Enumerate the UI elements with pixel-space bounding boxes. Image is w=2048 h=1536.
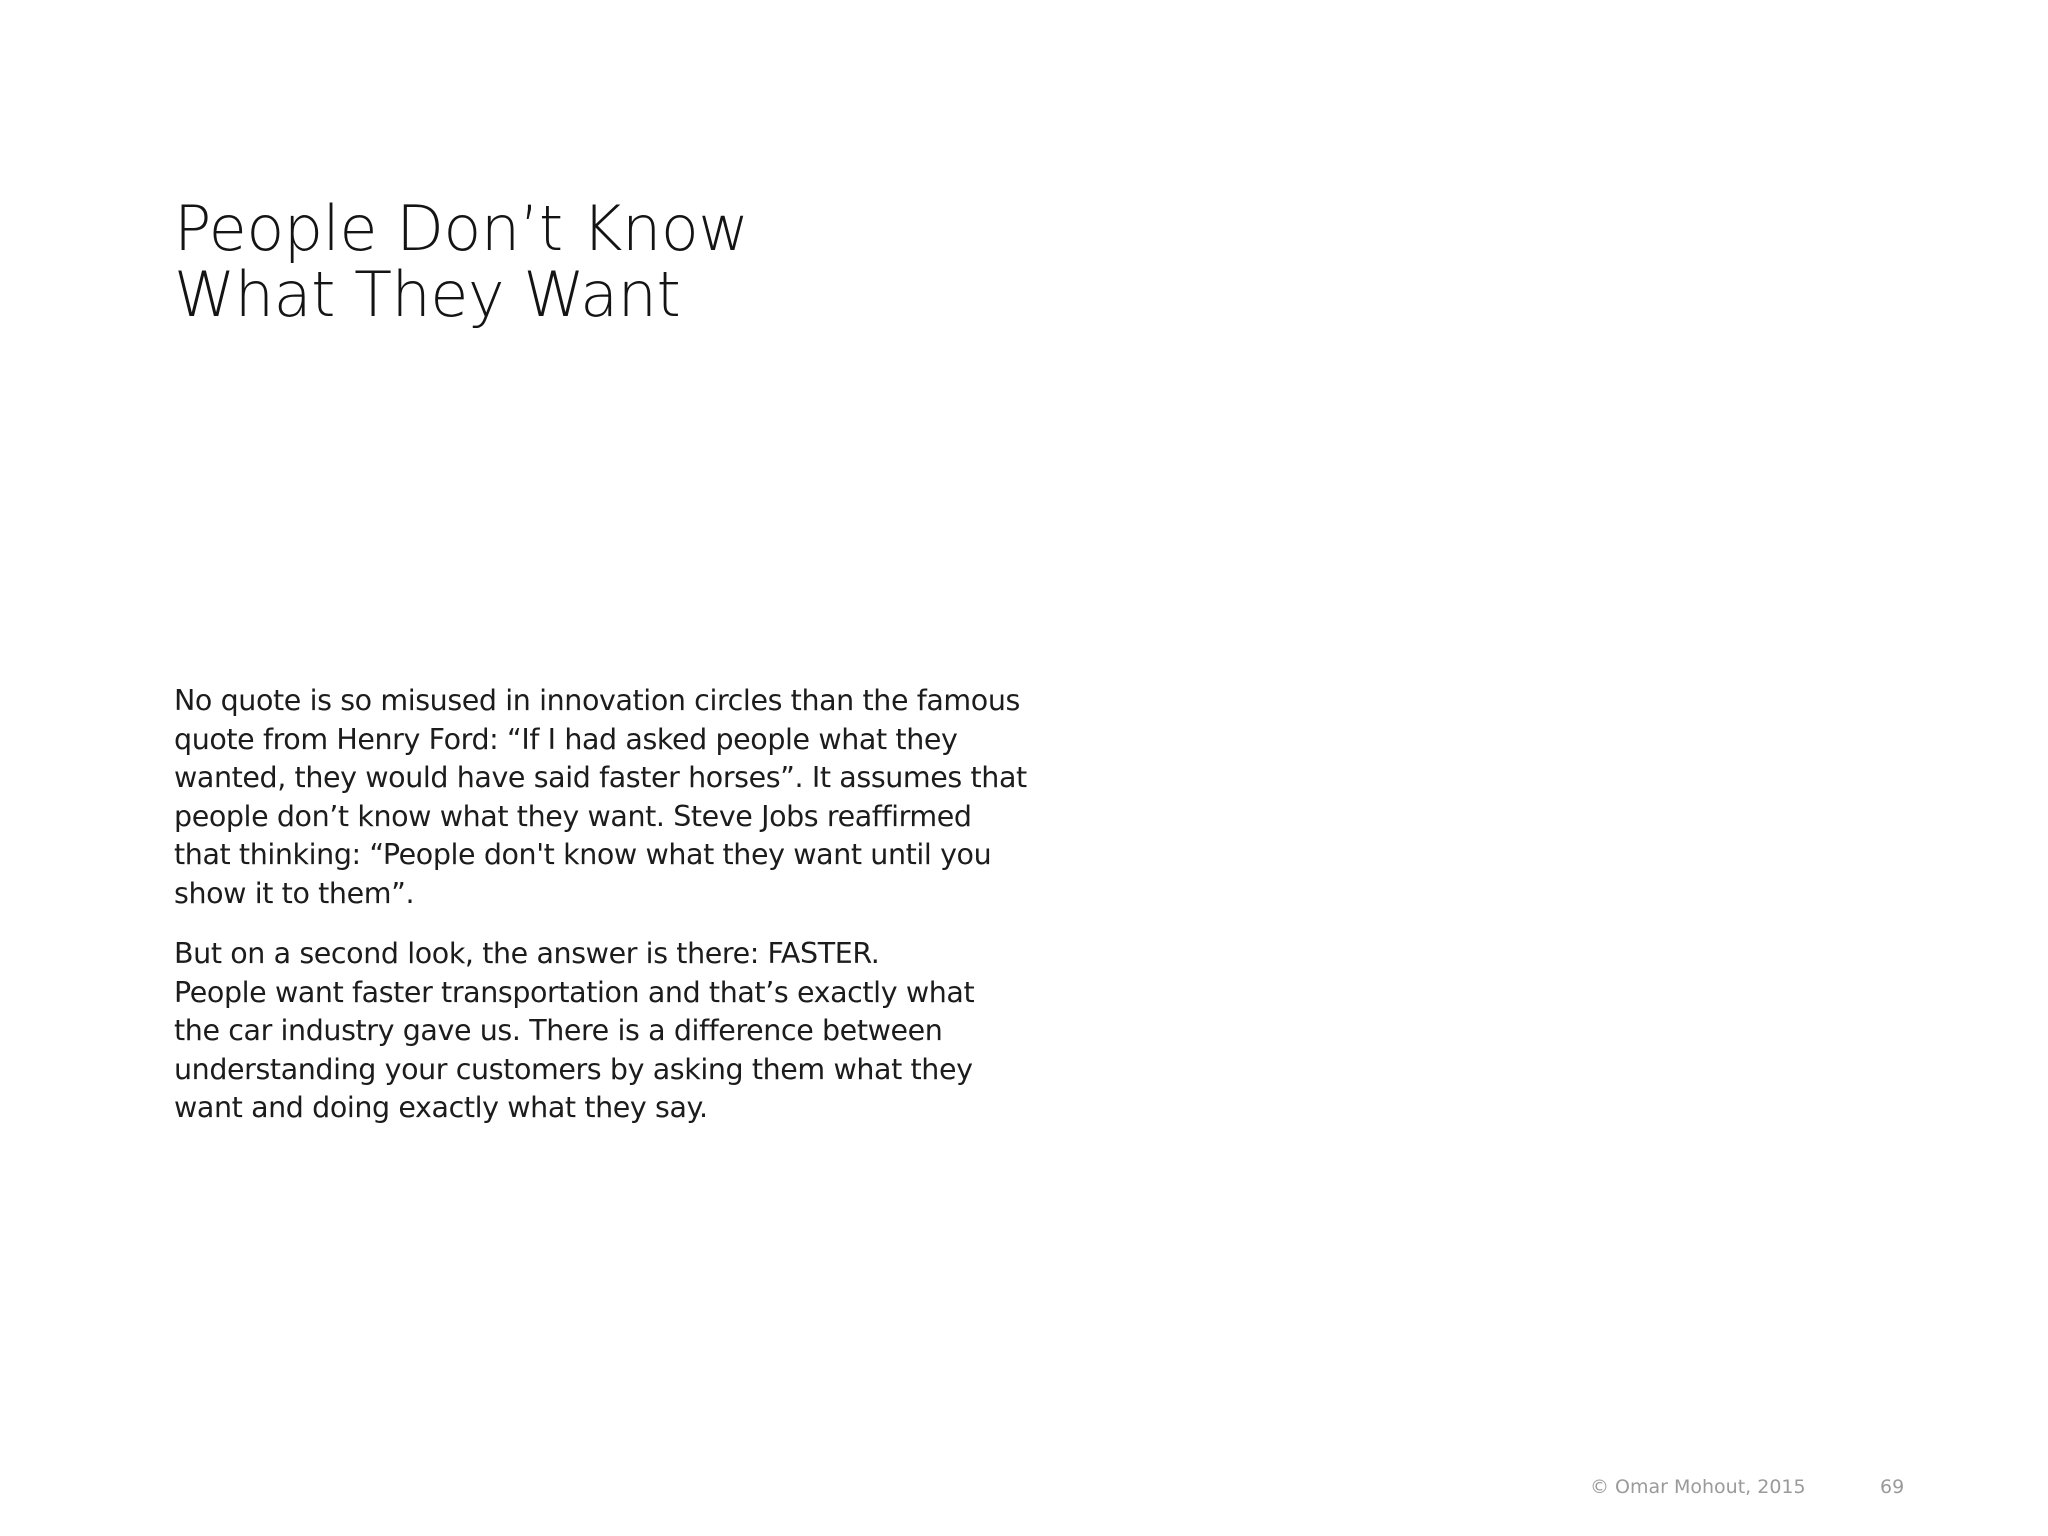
footer-copyright: © Omar Mohout, 2015 — [1590, 1476, 1806, 1498]
paragraph-2 — [174, 935, 1014, 1128]
paragraph-line: want and doing exactly what they say. — [174, 1091, 708, 1124]
paragraph-line: people don’t know what they want. Steve Jobs reaffirmed — [174, 799, 972, 833]
page-number: 69 — [1880, 1476, 1905, 1498]
paragraph-line: No quote is so misused in innovation circles than the famous — [174, 684, 1020, 717]
page-title — [174, 192, 1074, 331]
paragraph-line: the car industry gave us. There is a difference between — [174, 1014, 943, 1047]
paragraph-line: But on a second look, the answer is there: FASTER. — [174, 937, 880, 970]
paragraph-line: wanted, they would have said faster horses”. It assumes that — [174, 761, 1027, 794]
paragraph-line: that thinking: “People don't know what they want until you — [174, 838, 992, 871]
page-title-line-2: What They Want — [174, 258, 681, 331]
paragraph-line: understanding your customers by asking them what they — [174, 1052, 973, 1086]
page-title-line-1: People Don’t Know — [174, 192, 749, 265]
paragraph-line: quote from Henry Ford: “If I had asked people what they — [174, 722, 958, 756]
paragraph-line: People want faster transportation and that’s exactly what — [174, 975, 975, 1009]
paragraph-1 — [174, 682, 1027, 913]
paragraph-line: show it to them”. — [174, 876, 415, 910]
body-text — [174, 682, 1027, 1150]
